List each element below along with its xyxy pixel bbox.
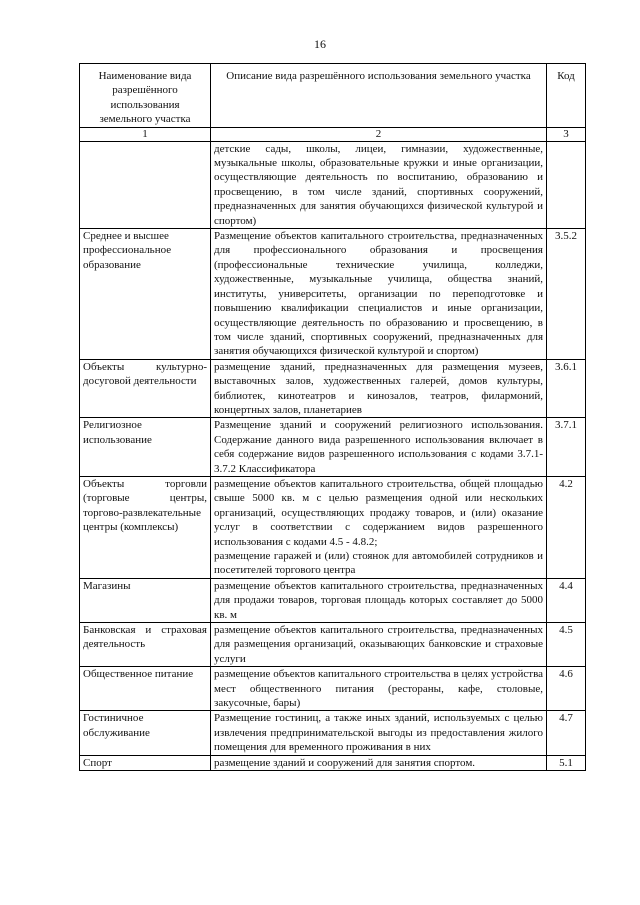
table-row [80, 476, 586, 578]
table-row [80, 229, 586, 360]
description-paragraph: размещение зданий и сооружений для занятия спортом. [214, 756, 476, 769]
row-description [211, 476, 547, 578]
description-paragraph: размещение объектов капитального строительства в целях устройства мест общественного питания (рестораны, кафе, столовые, закусочные, бары) [214, 668, 543, 710]
table-row [80, 623, 586, 667]
row-name: Гостиничное обслуживание [80, 711, 211, 755]
row-code: 3.6.1 [547, 359, 586, 418]
row-description [211, 755, 547, 770]
row-description [211, 623, 547, 667]
table-row [80, 359, 586, 418]
row-name: Банковская и страховая деятельность [80, 623, 211, 667]
column-number-row [80, 127, 586, 141]
row-name: Объекты торговли (торговые центры, торгово-развлекательные центры (комплексы) [80, 476, 211, 578]
row-name: Религиозное использование [80, 418, 211, 477]
header-name: Наименование вида разрешённого использования земельного участка [80, 64, 211, 128]
table-row [80, 141, 586, 228]
row-name: Магазины [80, 578, 211, 622]
row-name: Спорт [80, 755, 211, 770]
table-row [80, 418, 586, 477]
row-code: 3.7.1 [547, 418, 586, 477]
row-code: 4.2 [547, 476, 586, 578]
row-description [211, 711, 547, 755]
header-code: Код [547, 64, 586, 128]
land-use-table [79, 63, 586, 771]
column-number: 3 [547, 127, 586, 141]
description-paragraph: Размещение гостиниц, а также иных зданий, используемых с целью извлечения предпринимательской выгоды из предоставления жилого помещения для временного проживания в них [214, 712, 543, 754]
column-number: 1 [80, 127, 211, 141]
row-name [80, 141, 211, 228]
description-paragraph: размещение зданий, предназначенных для размещения музеев, выставочных залов, художественных галерей, домов культуры, библиотек, кинотеатров и кинозалов, театров, филармоний, концертных залов, планетариев [214, 360, 543, 416]
row-description [211, 578, 547, 622]
row-code: 3.5.2 [547, 229, 586, 360]
row-name: Объекты культурно-досуговой деятельности [80, 359, 211, 418]
description-paragraph: Размещение зданий и сооружений религиозного использования. Содержание данного вида разрешенного использования включает в себя содержание видов разрешенного использования с кодами 3.7.1-3.7.2 Классификатора [214, 419, 543, 475]
row-code: 4.7 [547, 711, 586, 755]
row-name: Общественное питание [80, 667, 211, 711]
row-code: 4.5 [547, 623, 586, 667]
description-paragraph: Размещение объектов капитального строительства, предназначенных для профессионального образования и просвещения (профессиональные технические училища, колледжи, художественные, музыкальные училища, общества знаний, институты, университеты, организации по переподготовке и повышению квалификации специалистов и иные организации, осуществляющие деятельность по образованию и просвещению, в том числе зданий, спортивных сооружений, предназначенных для занятия обучающихся физической культурой и спортом) [214, 230, 543, 358]
table-header-row [80, 64, 586, 128]
row-description [211, 359, 547, 418]
table-row [80, 578, 586, 622]
row-name: Среднее и высшее профессиональное образование [80, 229, 211, 360]
column-number: 2 [211, 127, 547, 141]
page-number: 16 [314, 37, 326, 51]
description-paragraph: размещение объектов капитального строительства, общей площадью свыше 5000 кв. м с целью размещения одной или нескольких организаций, осуществляющих продажу товаров, и (или) оказание услуг в соответствии с содержанием видов разрешенного использования с кодами 4.5 - 4.8.2; [214, 477, 543, 548]
header-description: Описание вида разрешённого использования земельного участка [211, 64, 547, 128]
table-row [80, 667, 586, 711]
row-description [211, 141, 547, 228]
row-code: 5.1 [547, 755, 586, 770]
description-paragraph: детские сады, школы, лицеи, гимназии, художественные, музыкальные школы, образовательные кружки и иные организации, осуществляющие деятельность по воспитанию, образованию и просвещению, в том числе зданий, спортивных сооружений, предназначенных для занятия обучающихся физической культурой и спортом) [214, 142, 543, 227]
row-code [547, 141, 586, 228]
row-description [211, 667, 547, 711]
row-code: 4.6 [547, 667, 586, 711]
table-row [80, 755, 586, 770]
table-row [80, 711, 586, 755]
description-paragraph: размещение гаражей и (или) стоянок для автомобилей сотрудников и посетителей торгового центра [214, 550, 543, 577]
row-description [211, 229, 547, 360]
row-code: 4.4 [547, 578, 586, 622]
row-description [211, 418, 547, 477]
description-paragraph: размещение объектов капитального строительства, предназначенных для размещения организаций, оказывающих банковские и страховые услуги [214, 624, 543, 665]
description-paragraph: размещение объектов капитального строительства, предназначенных для продажи товаров, торговая площадь которых составляет до 5000 кв. м [214, 579, 543, 621]
